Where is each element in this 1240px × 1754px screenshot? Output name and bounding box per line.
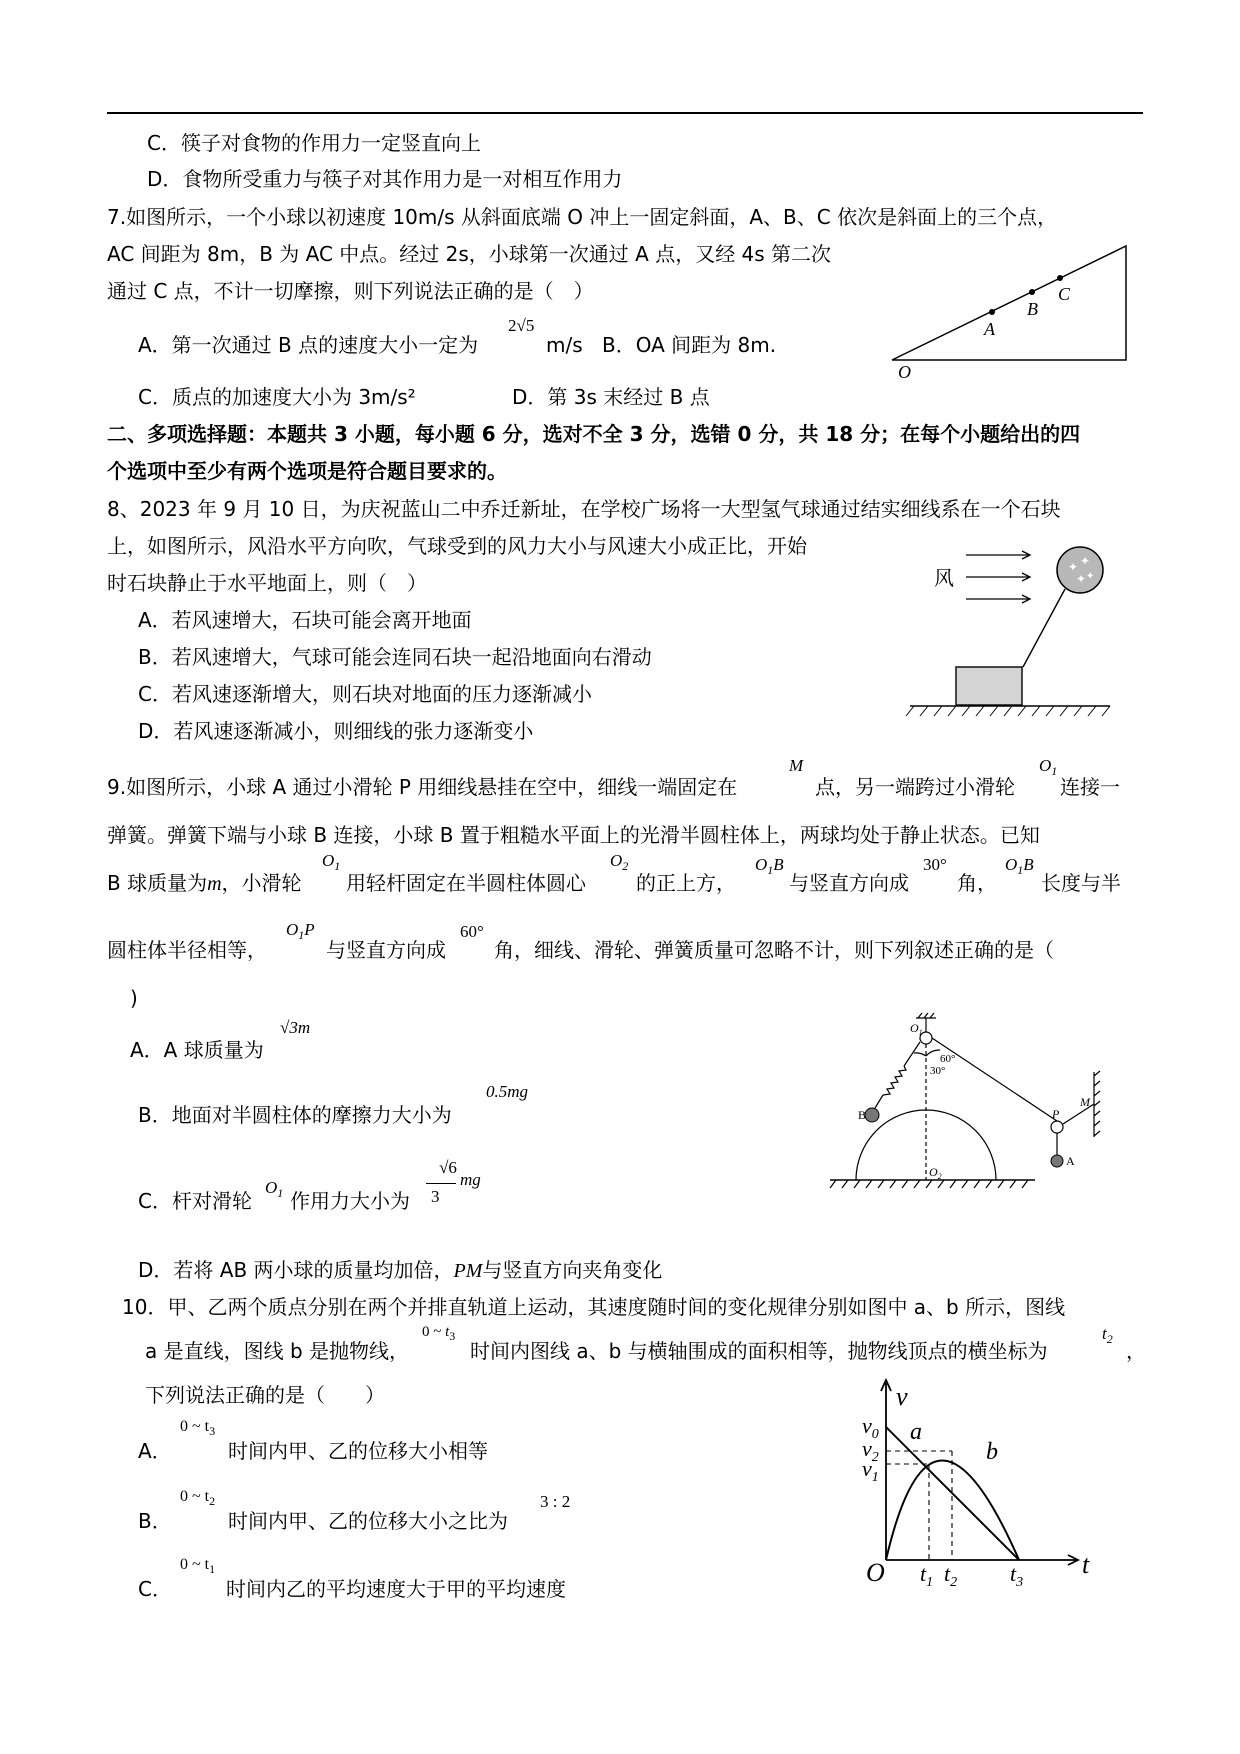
q7-stem-line2: AC 间距为 8m，B 为 AC 中点。经过 2s，小球第一次通过 A 点，又经 4s 第二次 <box>107 242 832 266</box>
fig-label-60: 60° <box>940 1053 956 1065</box>
q9-o1-second: $O_1$ <box>322 851 341 873</box>
q9-stem-line4b: 与竖直方向成 <box>326 938 446 962</box>
incline-label-o: O <box>898 362 911 382</box>
axis-origin-o: O <box>866 1558 885 1587</box>
q9-stem-line1b: 点，另一端跨过小滑轮 <box>815 775 1015 799</box>
q7-option-a-value: 2√5 <box>508 316 535 335</box>
q10-stem-line2c: ， <box>1126 1339 1146 1363</box>
q10-option-a-label: A． <box>138 1439 172 1463</box>
fig-label-30: 30° <box>930 1065 946 1077</box>
tick-t3: $t_3$ <box>1010 1561 1024 1590</box>
q9-stem-line3g: 长度与半 <box>1041 871 1121 895</box>
q10-stem-line1: 10．甲、乙两个质点分别在两个并排直轨道上运动，其速度随时间的变化规律分别如图中 a、b 所示，图线 <box>122 1295 1066 1319</box>
ball-a-icon <box>1051 1155 1063 1167</box>
q7-stem-line1: 7.如图所示，一个小球以初速度 10m/s 从斜面底端 O 冲上一固定斜面，A、B、C 依次是斜面上的三个点， <box>107 205 1058 229</box>
curve-label-b: b <box>986 1439 998 1465</box>
axis-label-v: v <box>896 1382 908 1411</box>
q10-option-b-text: 时间内甲、乙的位移大小之比为 <box>228 1509 508 1533</box>
q10-option-c-label: C． <box>138 1577 172 1601</box>
tick-v2: $v_2$ <box>862 1436 879 1465</box>
q8-stem-line3: 时石块静止于水平地面上，则（ ） <box>107 571 427 595</box>
fig-label-m: M <box>1080 1095 1090 1109</box>
q9-option-a: A．A 球质量为 <box>130 1038 264 1062</box>
wind-label: 风 <box>934 568 954 590</box>
q9-stem-line4c: 角，细线、滑轮、弹簧质量可忽略不计，则下列叙述正确的是（ <box>494 938 1054 962</box>
q7-stem-line3: 通过 C 点，不计一切摩擦，则下列说法正确的是（ ） <box>107 279 594 303</box>
q9-option-c2: 作用力大小为 <box>290 1189 410 1213</box>
q10-option-c-range: 0 ~ $t_1$ <box>180 1556 216 1576</box>
tick-v0: $v_0$ <box>862 1413 879 1442</box>
fig-label-p: P <box>1052 1107 1060 1121</box>
incline-label-c: C <box>1058 284 1071 304</box>
svg-text:✦: ✦ <box>1068 560 1079 574</box>
q8-option-d: D．若风速逐渐减小，则细线的张力逐渐变小 <box>138 719 534 743</box>
q8-option-c: C．若风速逐渐增大，则石块对地面的压力逐渐减小 <box>138 682 592 706</box>
vt-graph-figure <box>850 1375 1100 1590</box>
q7-option-a: A．第一次通过 B 点的速度大小一定为 <box>138 333 479 357</box>
q10-option-a-text: 时间内甲、乙的位移大小相等 <box>228 1439 488 1463</box>
tick-t1: $t_1$ <box>920 1561 934 1590</box>
q9-option-c: C．杆对滑轮 <box>138 1189 252 1213</box>
q10-stem-line2a: a 是直线，图线 b 是抛物线， <box>145 1339 410 1363</box>
fig-label-a: A <box>1066 1154 1075 1168</box>
ball-b-icon <box>865 1108 879 1122</box>
q10-t2-vertex: $t_2$ <box>1102 1324 1113 1346</box>
q9-o2: $O_2$ <box>610 851 629 873</box>
q7-option-c: C．质点的加速度大小为 3m/s² <box>138 385 416 409</box>
q6-option-d: D．食物所受重力与筷子对其作用力是一对相互作用力 <box>147 167 623 191</box>
q9-option-c-o1: $O_1$ <box>265 1178 284 1200</box>
q10-stem-line2b: 时间内图线 a、b 与横轴围成的面积相等，抛物线顶点的横坐标为 <box>470 1339 1048 1363</box>
q10-option-c-text: 时间内乙的平均速度大于甲的平均速度 <box>226 1577 566 1601</box>
q8-stem-line2: 上，如图所示，风沿水平方向吹，气球受到的风力大小与风速大小成正比，开始 <box>107 534 807 558</box>
svg-text:✦: ✦ <box>1080 554 1091 568</box>
q9-option-b-value: 0.5mg <box>486 1082 529 1101</box>
q10-range-t3-stem: 0 ~ $t_3$ <box>422 1324 456 1343</box>
q7-option-d: D．第 3s 末经过 B 点 <box>512 385 710 409</box>
q9-option-c-mg: mg <box>460 1170 481 1189</box>
axis-label-t: t <box>1082 1550 1090 1579</box>
fig-label-b: B <box>858 1108 867 1122</box>
q9-option-b: B．地面对半圆柱体的摩擦力大小为 <box>138 1103 452 1127</box>
svg-text:✦: ✦ <box>1076 572 1087 586</box>
q9-o1-first: $O_1$ <box>1039 756 1058 778</box>
q10-option-b-ratio: 3 : 2 <box>540 1492 571 1511</box>
q9-option-c-numerator: √6 <box>439 1158 457 1177</box>
curve-label-a: a <box>910 1419 922 1445</box>
q9-o1p: $O_1P$ <box>286 920 315 942</box>
stone-block <box>956 667 1022 705</box>
q9-angle60: 60° <box>460 922 484 941</box>
incline-figure <box>880 240 1140 380</box>
q9-stem-line2: 弹簧。弹簧下端与小球 B 连接，小球 B 置于粗糙水平面上的光滑半圆柱体上，两球均处于静止状态。已知 <box>107 823 1040 847</box>
q9-stem-line4a: 圆柱体半径相等， <box>107 938 267 962</box>
fig-label-o2: $O_2$ <box>929 1165 942 1181</box>
q8-option-b: B．若风速增大，气球可能会连同石块一起沿地面向右滑动 <box>138 645 652 669</box>
fig-label-o1: $O_1$ <box>910 1021 923 1037</box>
q8-stem-line1: 8、2023 年 9 月 10 日，为庆祝蓝山二中乔迁新址，在学校广场将一大型氢气球通过结实细线系在一个石块 <box>107 497 1061 521</box>
q8-option-a: A．若风速增大，石块可能会离开地面 <box>138 608 472 632</box>
pulley-figure <box>830 1012 1130 1197</box>
header-rule <box>107 112 1143 114</box>
q9-stem-line3d: 的正上方， <box>636 871 736 895</box>
q10-option-a-range: 0 ~ $t_3$ <box>180 1418 216 1438</box>
q6-option-c: C．筷子对食物的作用力一定竖直向上 <box>147 131 481 155</box>
q9-o1b-first: $O_1B$ <box>755 855 784 877</box>
svg-text:✦: ✦ <box>1086 571 1095 582</box>
q9-o1b-second: $O_1B$ <box>1005 855 1034 877</box>
balloon-string <box>1023 589 1065 667</box>
q10-option-b-range: 0 ~ $t_2$ <box>180 1488 216 1508</box>
q9-option-c-denominator: 3 <box>431 1187 440 1206</box>
q10-option-b-label: B． <box>138 1509 172 1533</box>
incline-label-a: A <box>984 319 995 339</box>
q9-stem-line3a: B 球质量为m，小滑轮 <box>107 871 302 895</box>
tick-v1: $v_1$ <box>862 1456 879 1485</box>
line-a <box>886 1427 1019 1560</box>
q9-stem-line1c: 连接一 <box>1060 775 1120 799</box>
section2-heading-line2: 个选项中至少有两个选项是符合题目要求的。 <box>107 459 507 483</box>
q9-angle30: 30° <box>923 855 947 874</box>
balloon-figure <box>910 535 1120 720</box>
q10-stem-line3: 下列说法正确的是（ ） <box>145 1383 385 1407</box>
q9-stem-line1a: 9.如图所示，小球 A 通过小滑轮 P 用细线悬挂在空中，细线一端固定在 <box>107 775 738 799</box>
q9-stem-line3e: 与竖直方向成 <box>789 871 909 895</box>
tick-t2: $t_2$ <box>944 1561 958 1590</box>
q9-option-d: D．若将 AB 两小球的质量均加倍，PM与竖直方向夹角变化 <box>138 1258 663 1282</box>
q9-stem-line5: ) <box>130 986 138 1010</box>
q9-stem-line3f: 角， <box>957 871 997 895</box>
incline-label-b: B <box>1027 299 1038 319</box>
q9-point-m: M <box>789 756 804 775</box>
q9-fraction-bar <box>426 1183 456 1184</box>
q9-option-a-value: √3m <box>280 1018 311 1037</box>
q7-option-b: B．OA 间距为 8m. <box>602 333 777 357</box>
q7-option-a-unit: m/s <box>546 333 583 357</box>
q9-stem-line3c: 用轻杆固定在半圆柱体圆心 <box>346 871 586 895</box>
section2-heading-line1: 二、多项选择题：本题共 3 小题，每小题 6 分，选对不全 3 分，选错 0 分，共 18 分；在每个小题给出的四 <box>107 422 1081 446</box>
